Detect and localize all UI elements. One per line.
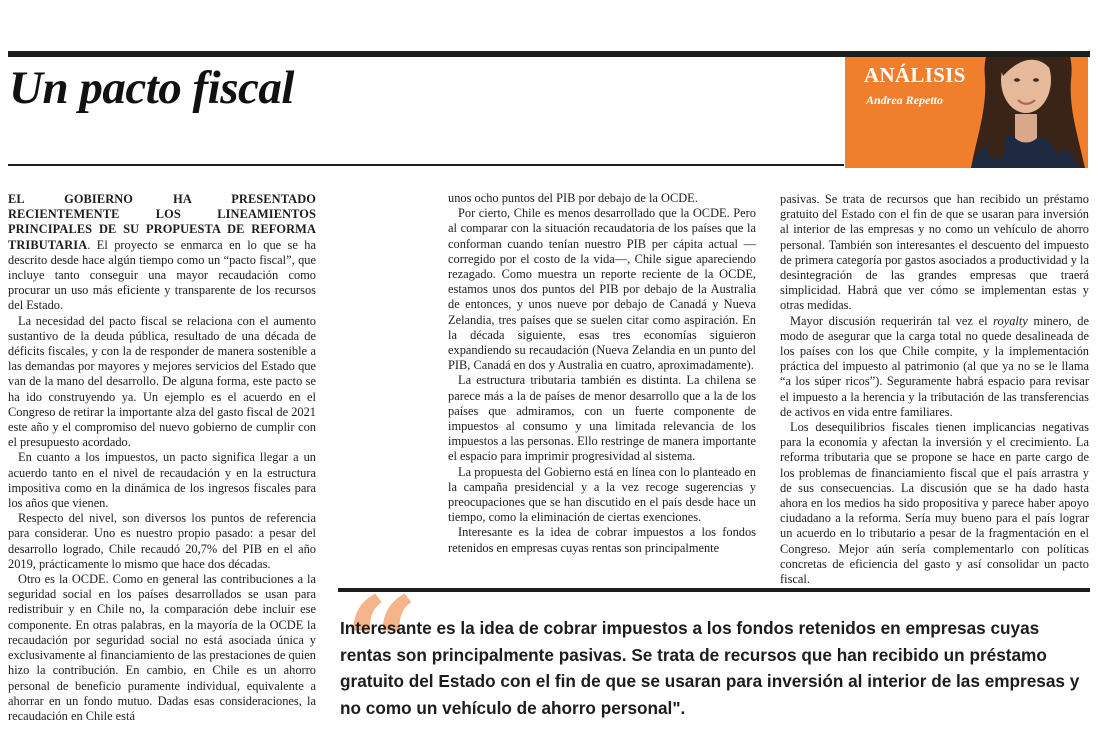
paragraph: La necesidad del pacto fiscal se relaciona con el aumento sustantivo de la deuda pública, resultado de una década de déficits fiscales, y con la de responder de manera sostenible a las demandas por mayores y mejores servicios del Estado que van de la mano del desarrollo. De alguna forma, este pacto se ha ido construyendo ya. Un ejemplo es el acuerdo en el Congreso de retirar la importante alza del gasto fiscal de 2021 este año y el compromiso del nuevo gobierno de cumplir con el presupuesto acordado.: [8, 313, 316, 450]
paragraph: En cuanto a los impuestos, un pacto significa llegar a un acuerdo tanto en el nivel de recaudación y en la estructura impositiva como en la dinámica de los ingresos fiscales para los años que vienen.: [8, 450, 316, 511]
article-column-3: [780, 192, 1089, 587]
pull-quote: Interesante es la idea de cobrar impuestos a los fondos retenidos en empresas cuyas rentas son principalmente pasivas. Se trata de recursos que han recibido un préstamo gratuito del Estado con el fin de que se usaran para inversión al interior de las empresas y no como un vehículo de ahorro personal".: [340, 618, 1080, 718]
paragraph: La estructura tributaria también es distinta. La chilena se parece más a la de países de menor desarrollo que a la de los países que admiramos, con un fuerte componente de impuestos al consumo y una limitada relevancia de los impuestos a las personas. Ello restringe de manera importante el espacio para imprimir progresividad al sistema.: [448, 373, 756, 464]
paragraph-text: Mayor discusión requerirán tal vez el: [790, 313, 994, 328]
paragraph-text: minero, de modo de asegurar que la carga total no quede desalineada de los países con los que Chile compite, y la implementación práctica del impuesto al patrimonio (al que ya no se le llama “a los súper ricos”). Seguramente habrá espacio para revisar el impuesto a la herencia y la tributación de las transferencias de activos en vida entre familiares.: [780, 313, 1089, 419]
author-name: Andrea Repetto: [866, 93, 943, 107]
paragraph: Interesante es la idea de cobrar impuestos a los fondos retenidos en empresas cuyas rentas son principalmente: [448, 525, 756, 555]
quote-mark-icon: “: [344, 568, 419, 721]
pull-quote-rule: [338, 588, 1090, 592]
paragraph: pasivas. Se trata de recursos que han recibido un préstamo gratuito del Estado con el fin de que se usaran para inversión al interior de las empresas y no como un vehículo de ahorro personal. También son interesantes el descuento del impuesto de primera categoría por gastos asociados a productividad y la desintegración de las grandes empresas que traerá simplicidad. Habrá que ver cómo se implementan estas y otras medidas.: [780, 192, 1089, 313]
article-column-2: [448, 191, 756, 556]
section-label: ANÁLISIS: [864, 63, 966, 87]
author-portrait-icon: [963, 57, 1088, 168]
paragraph-1-text: . El proyecto se enmarca en lo que se ha descrito desde hace algún tiempo como un “pacto fiscal”, que incluye tanto conseguir una mayor recaudación como procurar un uso más eficiente y transparente de los recursos del Estado.: [8, 237, 316, 313]
paragraph: Por cierto, Chile es menos desarrollado que la OCDE. Pero al comparar con la situación recaudatoria de los países que la conforman cuando tenían nuestro PIB per cápita actual —corregido por el costo de la vida—, Chile sigue apareciendo rezagado. Como muestra un reporte reciente de la OCDE, estamos unos dos puntos del PIB por debajo de la Australia de entonces, y unos nueve por debajo de Canadá y Nueva Zelandia, tres países que se suelen citar como aspiración. En la década siguiente, esas tres economías siguieron expandiendo su recaudación (Nueva Zelandia en un punto del PIB, Canadá en dos y Australia en cuatro, aproximadamente).: [448, 206, 756, 373]
royalty-term: royalty: [993, 313, 1028, 328]
lead-in: EL GOBIERNO HA PRESENTADO RECIENTEMENTE LOS LINEAMIENTOS PRINCIPALES DE SU PROPUESTA DE REFORMA TRIBUTARIA: [8, 192, 316, 252]
paragraph: unos ocho puntos del PIB por debajo de la OCDE.: [448, 191, 698, 205]
paragraph: [780, 314, 1089, 420]
section-box: [845, 57, 1088, 168]
paragraph: Otro es la OCDE. Como en general las contribuciones a la seguridad social en los países desarrollados se usan para redistribuir y en Chile no, la comparación debe incluir ese componente. En otras palabras, en la mayoría de la OCDE la recaudación por seguridad social no está asociada única y exclusivamente al financiamiento de las prestaciones de quien hizo la contribución. En cambio, en Chile es un ahorro personal de beneficio puramente individual, equivalente a ahorrar en un fondo mutuo. Dadas esas consideraciones, la recaudación en Chile está: [8, 572, 316, 723]
article-column-1: [8, 192, 316, 724]
paragraph: Respecto del nivel, son diversos los puntos de referencia para considerar. Uno es nuestro propio pasado: a pesar del desarrollo logrado, Chile recaudó 20,7% del PIB en el año 2019, prácticamente lo mismo que hace dos décadas.: [8, 511, 316, 571]
paragraph: Los desequilibrios fiscales tienen implicancias negativas para la economía y afectan la inversión y el crecimiento. La reforma tributaria que se propone se hace en parte cargo de los problemas de financiamiento fiscal que el país arrastra y de sus consecuencias. La discusión que se ha dado hasta ahora en los medios ha sido propositiva y parece haber apoyo ciudadano a la reforma. Sería muy bueno para el país lograr un acuerdo en lo tributario a pesar de la fragmentación en el Congreso. Mejor aún sería complementarlo con políticas concretas de eficiencia del gasto y así consolidar un pacto fiscal.: [780, 420, 1089, 587]
headline-rule: [8, 164, 844, 166]
paragraph-1: [8, 192, 316, 314]
paragraph: La propuesta del Gobierno está en línea con lo planteado en la campaña presidencial y a la vez recoge sugerencias y preocupaciones que se han discutido en el país desde hace un tiempo, como la eliminación de ciertas exenciones.: [448, 464, 756, 525]
headline: Un pacto fiscal: [9, 62, 294, 114]
